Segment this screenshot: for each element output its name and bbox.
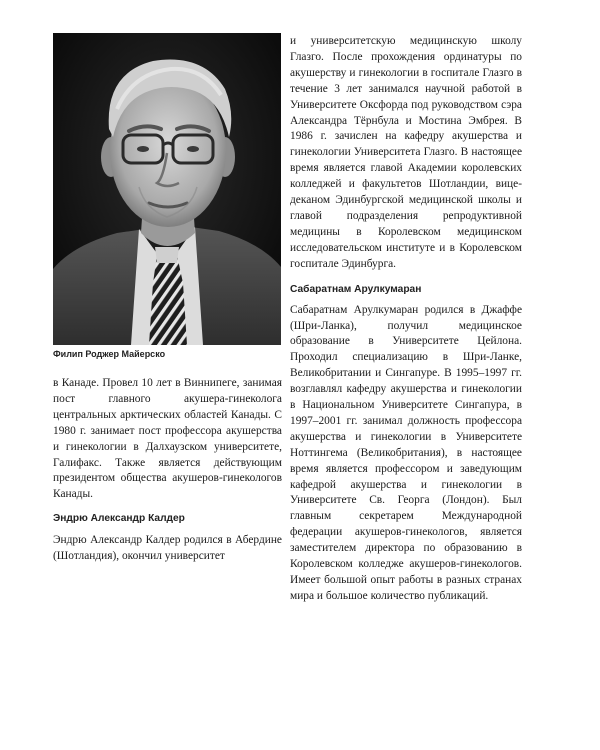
paragraph-arulkumaran: Сабаратнам Арулкумаран родился в Джаффе (Шри-Ланка), получил медицинское образование в Университете Цейлона. Проходил специализацию в Шри-Ланке, Великобритании и Сингапуре. В 1995–1997 гг. возглавлял кафедру акушерства и гинекологии в Национальном Университете Сингапура, в 1997–2001 гг. занимал должность профессора акушерства и гинекологии в Университете Ноттингема (Великобритания), в настоящее время является профессором и заведующим кафедрой акушерства и гинекологии в Университете Св. Георга (Лондон). Был главным секретарем Международной федерации акушеров-гинекологов, является заместителем директора по образованию в Королевском колледже акушеров-гинекологов. Имеет большой опыт работы в разных странах мира и большое количество публикаций. bbox=[290, 303, 522, 602]
photo-caption: Филип Роджер Майерско bbox=[53, 349, 166, 359]
paragraph-calder-continued: и университетскую медицинскую школу Глазго. После прохождения ординатуры по акушерству и гинекологии в госпитале Глазго в течение 3 лет занимался научной работой в Университете Оксфорда под руководством сэра Александра Тёрнбула и Мостина Эмбрея. В 1986 г. зачислен на кафедру акушерства и гинекологии Университета Глазго. В настоящее время является главой Академии королевских колледжей и факультетов Шотландии, вице-деканом Эдинбургской медицинской школы и главой подразделения репродуктивной медицины в Королевском медицинском исследовательском институте и в Королевском госпитале Эдинбурга. bbox=[290, 35, 522, 270]
heading-calder: Эндрю Александр Калдер bbox=[53, 513, 185, 525]
portrait-image bbox=[53, 33, 281, 345]
paragraph-mayersko-continued: в Канаде. Провел 10 лет в Виннипеге, занимая пост главного акушера-гинеколога центральных арктических областей Канады. С 1980 г. занимает пост профессора акушерства и гинекологии в Далхаузском университете, Галифакс. Также является действующим президентом общества акушеров-гинекологов Канады. bbox=[53, 377, 282, 501]
right-column bbox=[290, 34, 522, 605]
portrait-photo bbox=[53, 33, 281, 345]
heading-arulkumaran: Сабаратнам Арулкумаран bbox=[290, 283, 422, 295]
paragraph-calder: Эндрю Александр Калдер родился в Абердине (Шотландия), окончил университет bbox=[53, 534, 282, 563]
left-column bbox=[53, 376, 282, 565]
